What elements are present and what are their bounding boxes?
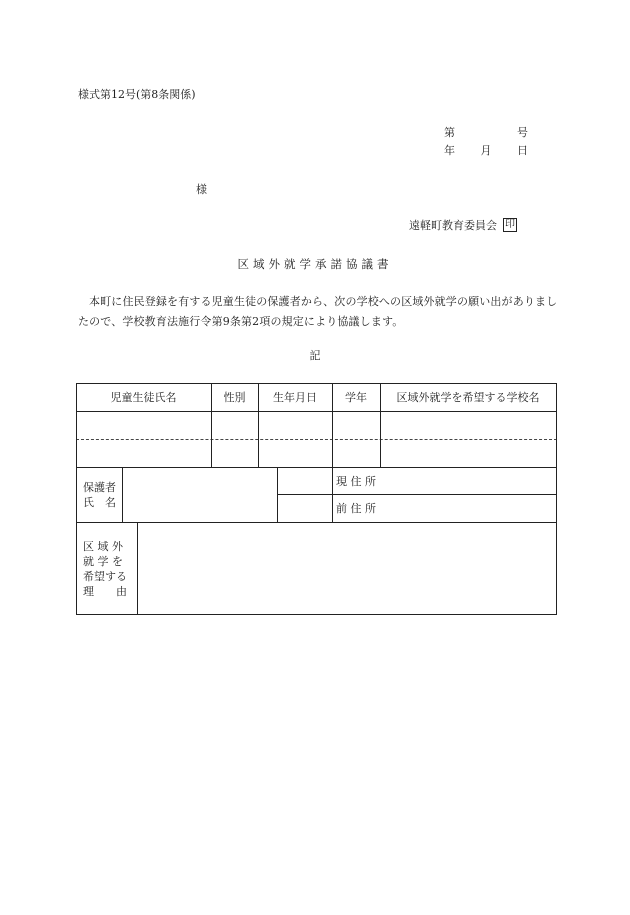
- request-table: [76, 383, 557, 615]
- col-header-birthdate: 生年月日: [273, 391, 317, 404]
- body-paragraph: 本町に住民登録を有する児童生徒の保護者から、次の学校への区域外就学の願い出がありましたので、学校教育法施行令第9条第2項の規定により協議します。: [78, 295, 558, 328]
- issuer-name: 遠軽町教育委員会: [409, 219, 497, 232]
- form-number: 様式第12号(第8条関係): [78, 88, 196, 101]
- addressee-suffix: 様: [196, 183, 207, 196]
- document-title: 区域外就学承諾協議書: [237, 257, 393, 271]
- table-border-bottom: [76, 614, 557, 615]
- table-rule: [137, 522, 138, 615]
- table-rule: [277, 467, 278, 522]
- reason-label: 区 域 外 就 学 を 希望する 理 由: [83, 540, 127, 598]
- table-rule: [76, 522, 557, 523]
- date-month: 月: [480, 144, 492, 157]
- table-border-left: [76, 383, 77, 615]
- table-border-right: [556, 383, 557, 615]
- col-header-grade: 学年: [345, 391, 367, 404]
- previous-address-label: 前 住 所: [336, 502, 376, 515]
- date-year: 年: [444, 144, 455, 157]
- guardian-name-label: 保護者 氏 名: [83, 481, 116, 509]
- table-dashed-rule: [76, 439, 557, 440]
- current-address-label: 現 住 所: [336, 474, 376, 488]
- col-header-gender: 性別: [223, 391, 246, 404]
- table-rule: [277, 494, 557, 495]
- table-rule: [122, 467, 123, 522]
- ki-heading: 記: [309, 349, 321, 362]
- issuer-line: [409, 217, 517, 233]
- number-suffix: 号: [517, 126, 528, 139]
- table-rule: [76, 467, 557, 468]
- col-header-school: 区域外就学を希望する学校名: [396, 391, 540, 404]
- date-day: 日: [517, 144, 528, 157]
- date-line: [444, 142, 528, 158]
- col-header-student-name: 児童生徒氏名: [110, 391, 177, 404]
- document-number-line: [444, 124, 528, 140]
- number-prefix: 第: [444, 126, 455, 139]
- seal-mark: 印: [505, 219, 515, 230]
- table-rule: [76, 411, 557, 412]
